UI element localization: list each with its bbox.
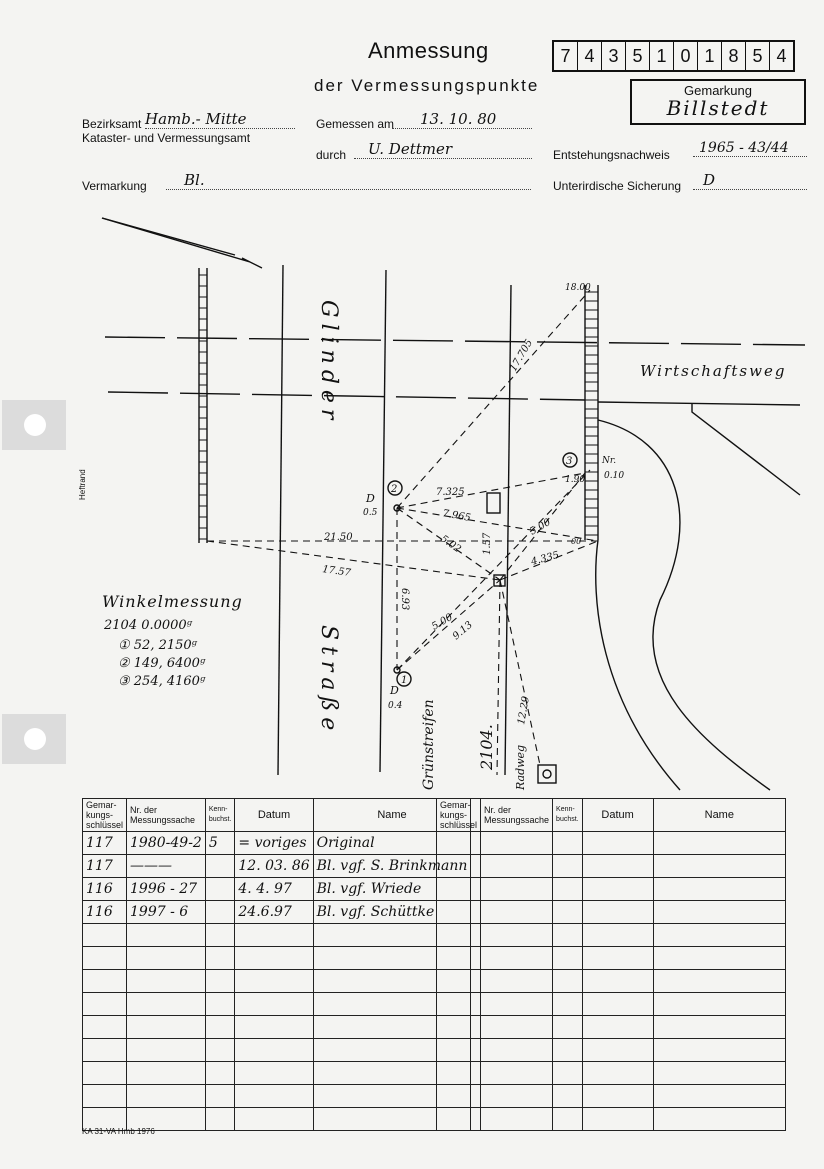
cell-key [83,1062,127,1085]
m-4335: 4.335 [529,549,561,568]
winkel-row-0: 2104 0.0000ᵍ [104,618,192,633]
cell-key [83,1016,127,1039]
table-row [83,1062,471,1085]
m-18: 18.00 [565,283,591,293]
doc-number-digit: 1 [650,42,674,70]
cell-key [83,993,127,1016]
m-7325: 7.325 [436,487,465,498]
cell-datum [235,1016,313,1039]
cell-kb [553,878,583,901]
table-row [83,1016,471,1039]
cell-nr: 1980-49-2 [127,832,206,855]
label-glinder: Glinder [316,300,341,426]
cell-kb [205,878,235,901]
cell-key: 116 [83,901,127,924]
cell-name [653,1108,785,1131]
entstehung-label: Entstehungsnachweis [553,148,670,162]
cell-datum [582,1085,653,1108]
table-row [437,970,786,993]
table-row [437,1108,786,1131]
m-7965: 7.965 [441,508,472,524]
cell-nr [127,970,206,993]
table-row [83,1039,471,1062]
cell-name [653,878,785,901]
cell-key [437,993,481,1016]
col-name-r: Name [653,799,785,832]
col-gemarkungsschluessel: Gemar-kungs-schlüssel [83,799,127,832]
cell-key [437,855,481,878]
cell-key [437,878,481,901]
label-strasse: Straße [316,625,341,737]
cell-kb [205,1108,235,1131]
record-table-left [82,798,471,1131]
cell-kb [553,1039,583,1062]
cell-kb [553,993,583,1016]
m-2150: 21.50 [324,532,353,543]
cell-key [437,1062,481,1085]
cell-name [653,901,785,924]
vermarkung-label: Vermarkung [82,179,147,193]
p2-label: D [366,492,375,505]
cell-kb [205,855,235,878]
winkel-row-1: ① 52, 2150ᵍ [118,638,197,653]
col-kennbuchst-r: Kenn-buchst. [553,799,583,832]
doc-number-digit: 3 [602,42,626,70]
winkel-row-2: ② 149, 6400ᵍ [118,656,206,671]
cell-nr [127,1085,206,1108]
col-nr-messungssache: Nr. der Messungssache [127,799,206,832]
col-kennbuchst: Kenn-buchst. [205,799,235,832]
cell-datum [235,1039,313,1062]
m-500a: 5.00 [528,516,553,538]
cell-kb [205,1039,235,1062]
cell-kb [205,970,235,993]
vermarkung-value: Bl. [166,171,531,190]
gemessen-label: Gemessen am [316,117,395,131]
cell-kb [553,901,583,924]
m-00: 00 [571,537,582,546]
cell-name: Original [313,832,471,855]
cell-datum [582,878,653,901]
cell-nr [481,1039,553,1062]
table-row [437,1085,786,1108]
gemarkung-value: Billstedt [666,96,770,120]
cell-name: Bl. vgf. Wriede [313,878,471,901]
cell-nr: ——— [127,855,206,878]
cell-key [437,1039,481,1062]
table-row [83,855,471,878]
p2-sub: 0.5 [363,508,378,518]
table-row [83,970,471,993]
cell-datum [582,1062,653,1085]
cell-kb: 5 [205,832,235,855]
label-gruenstreifen: Grünstreifen [421,699,437,790]
table-row [83,1085,471,1108]
cell-datum [582,855,653,878]
col-datum-r: Datum [582,799,653,832]
cell-key [83,1085,127,1108]
table-row [437,993,786,1016]
table-row [437,1039,786,1062]
cell-kb [205,1016,235,1039]
cell-key [83,970,127,993]
cell-key [437,1016,481,1039]
cell-datum [235,1085,313,1108]
cell-nr [127,947,206,970]
cell-kb [205,993,235,1016]
cell-datum [582,924,653,947]
cell-kb [205,924,235,947]
unterirdisch-value: D [693,171,807,190]
table-row [437,901,786,924]
cell-name [653,1039,785,1062]
cell-name [653,832,785,855]
cell-kb [553,1085,583,1108]
doc-number-digit: 4 [578,42,602,70]
durch-value: U. Dettmer [354,140,532,159]
winkel-row-3: ③ 254, 4160ᵍ [118,674,206,689]
table-row [83,924,471,947]
cell-nr [481,878,553,901]
cell-nr [481,1108,553,1131]
cell-datum [582,832,653,855]
unterirdisch-label: Unterirdische Sicherung [553,179,682,193]
page-subtitle: der Vermessungspunkte [314,76,540,95]
document-number [552,40,795,72]
cell-datum [582,970,653,993]
record-table-right [436,798,786,1131]
label-radweg: Radweg [514,744,527,790]
durch-label: durch [316,148,347,162]
cell-name [653,1062,785,1085]
table-row [437,1016,786,1039]
label-wirtschaftsweg: Wirtschaftsweg [640,362,787,380]
table-row [437,924,786,947]
cell-nr [481,901,553,924]
label-2104: 2104. [477,724,496,770]
table-row [437,947,786,970]
m-1757: 17.57 [321,564,352,579]
survey-sketch [0,200,824,800]
col-name: Name [313,799,471,832]
cell-datum [235,947,313,970]
table-row [83,878,471,901]
cell-key [437,1085,481,1108]
cell-kb [553,970,583,993]
m-190: 1.90 [565,475,586,485]
cell-nr [127,1062,206,1085]
table-row [83,947,471,970]
page-title: Anmessung [368,38,489,63]
m-1229: 12.29 [516,695,532,726]
table-row [437,1062,786,1085]
table-row [83,901,471,924]
cell-key [83,1039,127,1062]
cell-key: 117 [83,855,127,878]
cell-kb [553,1062,583,1085]
doc-number-digit: 0 [674,42,698,70]
gemessen-value: 13. 10. 80 [392,110,532,129]
cell-datum: = voriges [235,832,313,855]
cell-datum [582,901,653,924]
cell-datum: 24.6.97 [235,901,313,924]
doc-number-digit: 1 [698,42,722,70]
cell-nr [481,1016,553,1039]
cell-kb [205,1062,235,1085]
form-footer: KA 31-VA Hmb 1976 [82,1127,155,1136]
table-row [437,878,786,901]
cell-kb [553,1016,583,1039]
gemarkung-box [630,79,806,125]
building-icon [487,493,500,513]
cell-kb [205,1085,235,1108]
cell-datum [582,993,653,1016]
kataster-label: Kataster- und Vermessungsamt [82,131,251,145]
cell-datum [235,1062,313,1085]
bezirksamt-label: Bezirksamt [82,117,142,131]
cell-kb [205,947,235,970]
cell-datum [582,1108,653,1131]
cell-key [437,901,481,924]
doc-number-digit: 5 [626,42,650,70]
cell-nr: 1997 - 6 [127,901,206,924]
cell-nr [481,993,553,1016]
cell-nr [127,924,206,947]
cell-nr [127,1039,206,1062]
cell-nr [127,993,206,1016]
m-500b: 5.00 [430,611,455,633]
cell-kb [205,901,235,924]
cell-kb [553,924,583,947]
cell-name [653,855,785,878]
cell-nr [481,947,553,970]
table-row [83,993,471,1016]
cell-key [83,947,127,970]
cell-name [653,1016,785,1039]
cell-nr [481,1085,553,1108]
cell-name: Bl. vgf. S. Brinkmann [313,855,471,878]
c1: 1 [401,675,408,686]
bezirksamt-value: Hamb.- Mitte [145,110,295,129]
m-502: 5.02 [438,533,463,556]
doc-number-digit: 8 [722,42,746,70]
cell-name: Bl. vgf. Schüttke [313,901,471,924]
table-row [437,832,786,855]
m-693: 6.93 [399,588,410,611]
m-010: 0.10 [604,471,625,481]
cell-kb [553,1108,583,1131]
cell-datum [235,970,313,993]
col-datum: Datum [235,799,313,832]
cell-datum [235,1108,313,1131]
cell-key: 117 [83,832,127,855]
m-157: 1.57 [482,532,493,555]
c3: 3 [566,456,573,467]
cell-datum [582,1016,653,1039]
cell-nr [481,1062,553,1085]
entstehung-value: 1965 - 43/44 [693,140,807,157]
cell-datum [582,1039,653,1062]
cell-nr: 1996 - 27 [127,878,206,901]
cell-key [437,970,481,993]
doc-number-digit: 5 [746,42,770,70]
cell-nr [481,832,553,855]
doc-number-digit: 7 [554,42,578,70]
m-nr: Nr. [602,456,617,466]
cell-datum [235,993,313,1016]
margin-label: Heftrand [78,469,87,500]
c2: 2 [391,484,398,495]
gemarkung-label: Gemarkung [684,83,752,98]
cell-datum [582,947,653,970]
table-row [437,855,786,878]
cell-key [437,1108,481,1131]
cell-datum: 4. 4. 97 [235,878,313,901]
cell-kb [553,947,583,970]
cell-kb [553,832,583,855]
cell-nr [481,924,553,947]
cell-name [653,970,785,993]
cell-nr [481,970,553,993]
radweg-marker-icon [538,765,556,783]
cell-datum: 12. 03. 86 [235,855,313,878]
doc-number-digit: 4 [776,45,787,66]
cell-name [653,924,785,947]
cell-datum [235,924,313,947]
cell-kb [553,855,583,878]
north-arrow-icon [102,218,262,268]
p1-label: D [390,684,399,697]
cell-nr [481,855,553,878]
cell-key [437,947,481,970]
cell-key [83,924,127,947]
winkel-title: Winkelmessung [102,592,243,611]
col-gemarkungsschluessel-r: Gemar-kungs-schlüssel [437,799,481,832]
cell-name [653,993,785,1016]
table-row [83,832,471,855]
m-913: 9.13 [450,619,475,643]
cell-key: 116 [83,878,127,901]
m-17705: 17.705 [508,337,536,374]
cell-key [437,924,481,947]
col-nr-messungssache-r: Nr. der Messungssache [481,799,553,832]
cell-key [437,832,481,855]
p1-sub: 0.4 [388,701,403,711]
cell-name [653,947,785,970]
cell-name [653,1085,785,1108]
cell-nr [127,1016,206,1039]
